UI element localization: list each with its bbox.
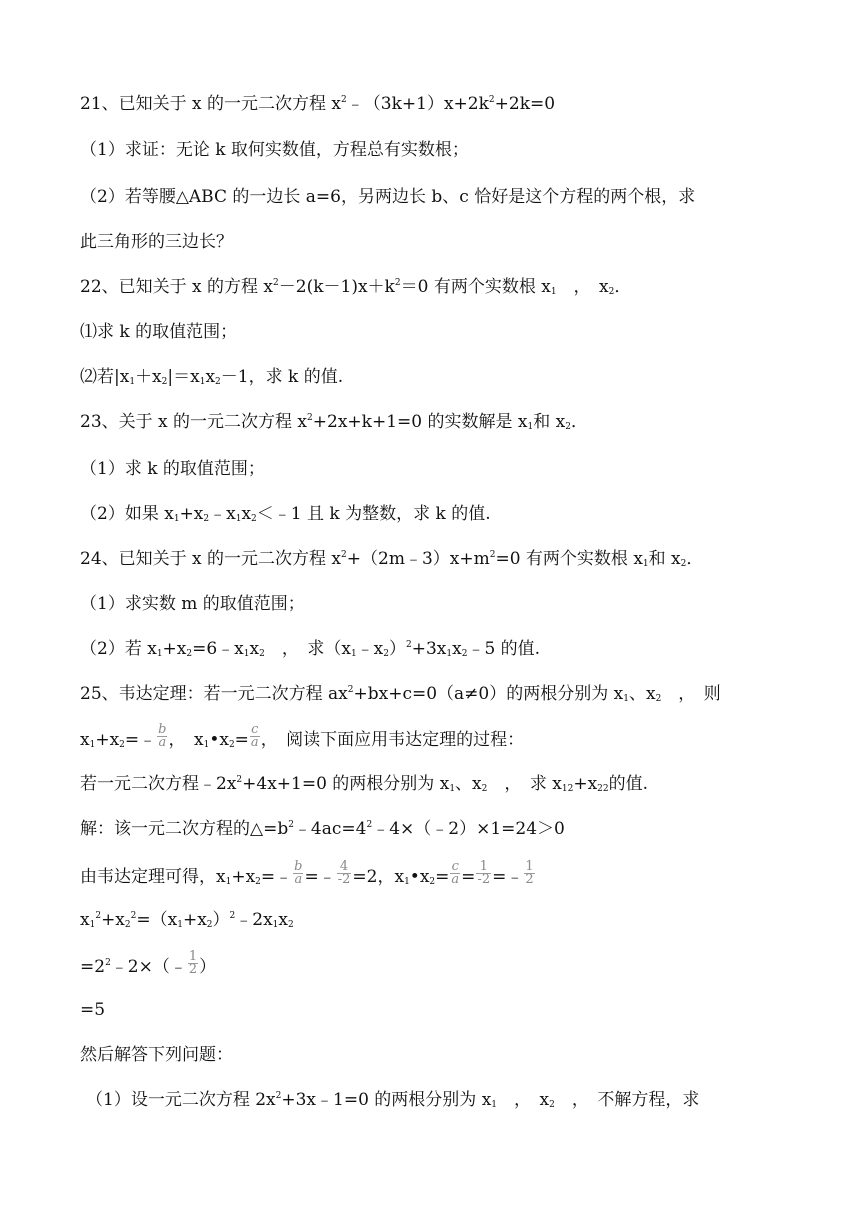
fraction-c-over-a: $\frac{c}{a}$	[451, 859, 460, 887]
q25-solution-step: $=2^2﹣2\times(﹣$ $\frac{1}{2}$ ）	[80, 949, 217, 977]
fraction-1-over-2: $\frac{1}{2}$	[525, 859, 534, 887]
q23-part-1: （1）求 k 的取值范围；	[80, 459, 265, 479]
q22-part-2: ⑵若$|x_1+x_2|=x_1x_2-1$，求 k 的值.	[80, 367, 344, 387]
q25-solution-discriminant: 解：该一元二次方程的$\triangle=b^2﹣4ac=4^2﹣4\times(﹣2)\times 1=24>0$	[80, 819, 565, 839]
fraction-b-over-a: $\frac{b}{a}$	[294, 859, 303, 887]
q21-title: 21、已知关于 x 的一元二次方程 $x^2﹣(3k+1)x+2k^2+2k=0$	[80, 94, 556, 114]
q22-part-1: ⑴求 k 的取值范围；	[80, 322, 238, 342]
q25-solution-vieta: 由韦达定理可得，$x_1+x_2=﹣$ $\frac{b}{a}$ =﹣ $\frac{4}{-2}$ =2，$x_1•x_2=$ $\frac{c}{a}$ = $\frac{1}{-2}$ =﹣ $\frac{1}{2}$	[80, 859, 534, 887]
q25-solution-sum-squares: $x_1^2+x_2^2=(x_1+x_2)^2﹣2x_1x_2$	[80, 910, 294, 930]
q24-title: 24、已知关于 x 的一元二次方程 $x^2+(2m﹣3)x+m^2=0$ 有两个实数根 $x_1$和 $x_2$．	[80, 549, 704, 569]
q21-part-2-cont: 此三角形的三边长？	[80, 232, 233, 252]
q21-part-2: （2）若等腰△ABC 的一边长 a=6，另两边长 b、c 恰好是这个方程的两个根，求	[80, 187, 696, 207]
q25-part-1: （1）设一元二次方程 $2x^2+3x﹣1=0$ 的两根分别为 $x_1$ ， $x_2$ ， 不解方程，求	[86, 1090, 700, 1110]
q22-title: 22、已知关于 x 的方程 $x^2-2(k-1)x+k^2=0$ 有两个实数根 $x_1$ ， $x_2$．	[80, 277, 632, 297]
fraction-1-over-neg2: $\frac{1}{-2}$	[477, 859, 491, 887]
fraction-c-over-a: $\frac{c}{a}$	[250, 722, 259, 750]
q21-part-1: （1）求证：无论 k 取何实数值，方程总有实数根；	[80, 140, 469, 160]
q24-part-2: （2）若 $x_1+x_2=6﹣x_1x_2$ ， 求$(x_1﹣x_2)^2+3x_1x_2﹣5$ 的值.	[80, 639, 541, 659]
fraction-b-over-a: $\frac{b}{a}$	[158, 722, 167, 750]
q25-example-problem: 若一元二次方程$﹣2x^2+4x+1=0$ 的两根分别为 $x_1$、$x_2$ ， 求 $x_{12}+x_{22}$的值.	[80, 774, 649, 794]
q23-title: 23、关于 x 的一元二次方程 $x^2+2x+k+1=0$ 的实数解是 $x_1$和 $x_2$．	[80, 412, 588, 432]
fraction-4-over-neg2: $\frac{4}{-2}$	[337, 859, 351, 887]
q25-title: 25、韦达定理：若一元二次方程 $ax^2+bx+c=0(a\ne 0)$的两根分别为 $x_1$、$x_2$ ， 则	[80, 684, 721, 704]
q25-solution-result: =5	[80, 1000, 106, 1020]
q25-vieta-formulas: $x_1+x_2=﹣$ $\frac{b}{a}$ ， $x_1•x_2=$ $\frac{c}{a}$ ， 阅读下面应用韦达定理的过程：	[80, 722, 525, 750]
fraction-1-over-2: $\frac{1}{2}$	[188, 949, 198, 977]
q24-part-1: （1）求实数 m 的取值范围；	[80, 594, 305, 614]
q25-then-answer: 然后解答下列问题：	[80, 1045, 233, 1065]
q23-part-2: （2）如果 $x_1+x_2﹣x_1x_2<﹣1$ 且 k 为整数，求 k 的值.	[80, 504, 491, 524]
